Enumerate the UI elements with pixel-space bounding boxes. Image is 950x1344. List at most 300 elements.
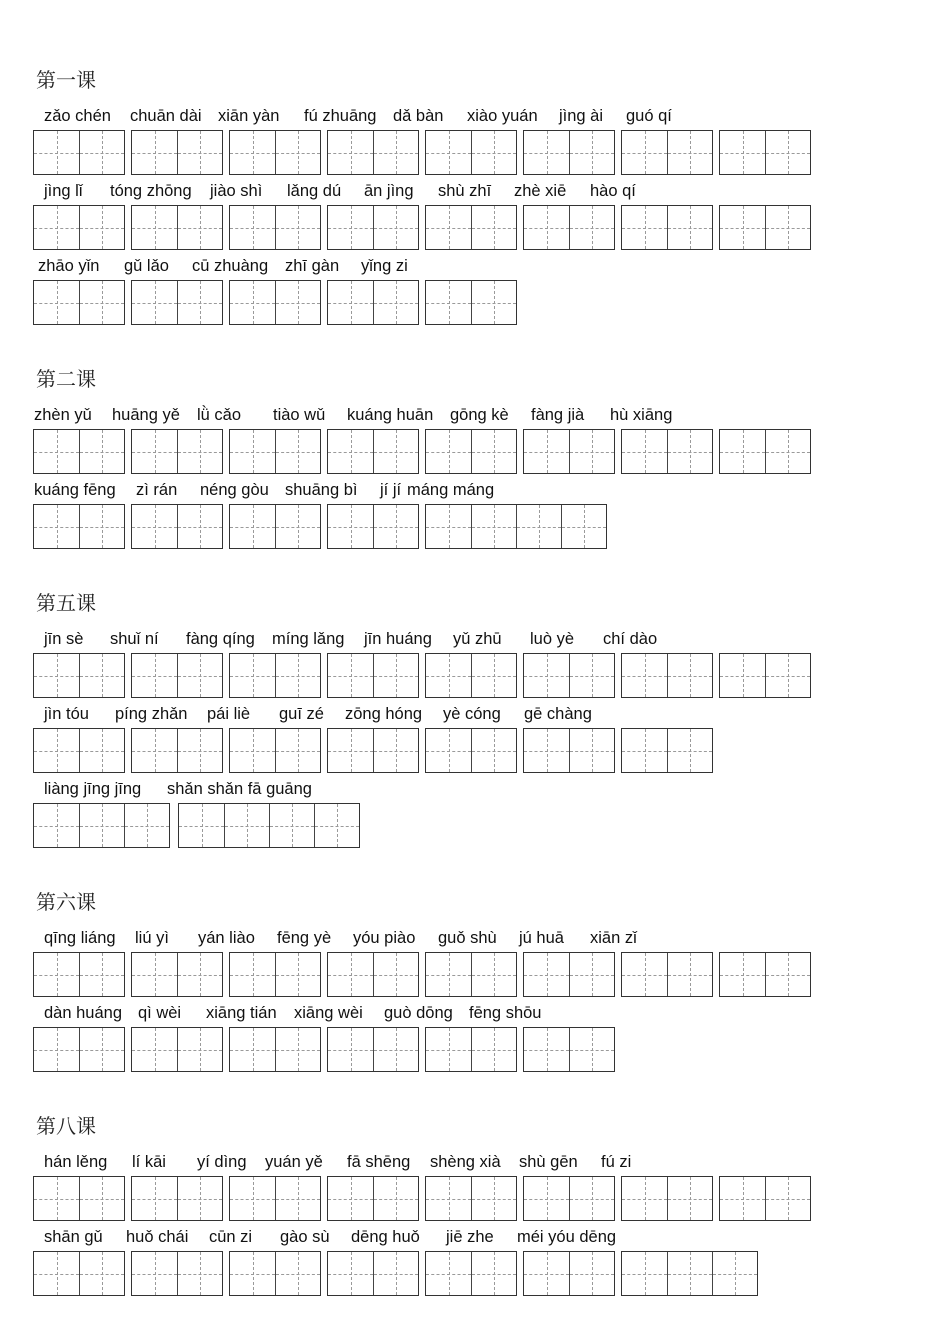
pinyin-label: jīn sè — [44, 630, 84, 648]
tianzige-cell — [230, 1028, 275, 1071]
tianzige-cell — [177, 1028, 222, 1071]
tianzige-cell — [34, 804, 79, 847]
pinyin-label: jí jí — [380, 481, 402, 499]
pinyin-writing-row — [0, 106, 950, 181]
tianzige-cell — [275, 505, 320, 548]
pinyin-label: yǔ zhū — [453, 630, 502, 648]
lesson-title: 第五课 — [36, 591, 96, 615]
tianzige-cell — [622, 131, 667, 174]
tianzige-cell — [34, 505, 79, 548]
pinyin-label: shèng xià — [430, 1153, 501, 1171]
tianzige-cell — [471, 953, 516, 996]
tianzige-cell — [712, 1252, 757, 1295]
word-writing-box[interactable] — [719, 205, 811, 250]
tianzige-cell — [230, 654, 275, 697]
pinyin-label: máng máng — [407, 481, 495, 499]
pinyin-label: jiào shì — [210, 182, 263, 200]
word-writing-box[interactable] — [33, 205, 125, 250]
tianzige-cell — [177, 1252, 222, 1295]
pinyin-label: yí dìng — [197, 1153, 247, 1171]
tianzige-cell — [132, 1252, 177, 1295]
tianzige-cell — [230, 505, 275, 548]
word-writing-box[interactable] — [33, 1176, 125, 1221]
tianzige-cell — [373, 1177, 418, 1220]
tianzige-cell — [373, 281, 418, 324]
pinyin-label: gōng kè — [450, 406, 509, 424]
word-writing-box[interactable] — [327, 280, 419, 325]
tianzige-cell — [34, 1028, 79, 1071]
tianzige-cell — [720, 1177, 765, 1220]
word-writing-box[interactable] — [33, 1027, 125, 1072]
pinyin-label: xiāng wèi — [294, 1004, 363, 1022]
pinyin-label: chuān dài — [130, 107, 202, 125]
word-writing-box[interactable] — [523, 130, 615, 175]
tianzige-cell — [373, 654, 418, 697]
tianzige-cell — [132, 505, 177, 548]
tianzige-cell — [373, 430, 418, 473]
tianzige-cell — [667, 953, 712, 996]
pinyin-label: guī zé — [279, 705, 324, 723]
tianzige-cell — [569, 1028, 614, 1071]
tianzige-cell — [34, 206, 79, 249]
tianzige-cell — [373, 1028, 418, 1071]
pinyin-label: jìn tóu — [44, 705, 89, 723]
pinyin-label: xiāng tián — [206, 1004, 277, 1022]
tianzige-cell — [622, 953, 667, 996]
tianzige-cell — [275, 430, 320, 473]
word-writing-box[interactable] — [523, 205, 615, 250]
word-writing-box[interactable] — [131, 504, 223, 549]
tianzige-cell — [720, 131, 765, 174]
tianzige-cell — [765, 430, 810, 473]
pinyin-writing-row — [0, 181, 950, 256]
tianzige-cell — [275, 1177, 320, 1220]
pinyin-label: jú huā — [519, 929, 564, 947]
word-writing-box[interactable] — [523, 728, 615, 773]
lesson-title: 第八课 — [36, 1114, 96, 1138]
tianzige-cell — [34, 281, 79, 324]
word-writing-box[interactable] — [327, 130, 419, 175]
lesson-title: 第二课 — [36, 367, 96, 391]
tianzige-cell — [765, 206, 810, 249]
tianzige-cell — [328, 729, 373, 772]
pinyin-writing-row — [0, 779, 950, 854]
word-writing-box[interactable] — [327, 504, 419, 549]
tianzige-cell — [79, 1177, 124, 1220]
pinyin-label: shuǐ ní — [110, 630, 159, 648]
word-writing-box[interactable] — [131, 728, 223, 773]
tianzige-cell — [275, 1252, 320, 1295]
word-writing-box[interactable] — [621, 1251, 758, 1296]
word-writing-box[interactable] — [229, 429, 321, 474]
tianzige-cell — [471, 430, 516, 473]
word-writing-box[interactable] — [719, 952, 811, 997]
word-writing-box[interactable] — [523, 1027, 615, 1072]
tianzige-cell — [34, 1177, 79, 1220]
tianzige-cell — [720, 953, 765, 996]
word-writing-box[interactable] — [621, 952, 713, 997]
word-writing-box[interactable] — [621, 205, 713, 250]
tianzige-cell — [373, 131, 418, 174]
tianzige-cell — [426, 1252, 471, 1295]
pinyin-label: néng gòu — [200, 481, 269, 499]
pinyin-label: dàn huáng — [44, 1004, 122, 1022]
tianzige-cell — [426, 729, 471, 772]
word-writing-box[interactable] — [131, 429, 223, 474]
word-writing-box[interactable] — [33, 429, 125, 474]
tianzige-cell — [132, 131, 177, 174]
word-writing-box[interactable] — [229, 130, 321, 175]
tianzige-cell — [34, 1252, 79, 1295]
tianzige-cell — [426, 654, 471, 697]
pinyin-label: kuáng huān — [347, 406, 434, 424]
pinyin-label: méi yóu dēng — [517, 1228, 617, 1246]
pinyin-label: shuāng bì — [285, 481, 358, 499]
tianzige-cell — [34, 953, 79, 996]
tianzige-cell — [471, 1252, 516, 1295]
pinyin-label: hù xiāng — [610, 406, 673, 424]
tianzige-cell — [132, 206, 177, 249]
word-writing-box[interactable] — [425, 952, 517, 997]
word-writing-box[interactable] — [523, 429, 615, 474]
word-writing-box[interactable] — [425, 1251, 517, 1296]
tianzige-cell — [275, 654, 320, 697]
word-writing-box[interactable] — [621, 1176, 713, 1221]
pinyin-label: cūn zi — [209, 1228, 253, 1246]
tianzige-cell — [569, 1252, 614, 1295]
word-writing-box[interactable] — [229, 1251, 321, 1296]
tianzige-cell — [328, 1252, 373, 1295]
tianzige-cell — [230, 953, 275, 996]
tianzige-cell — [471, 206, 516, 249]
pinyin-writing-row — [0, 256, 950, 331]
tianzige-cell — [79, 505, 124, 548]
tianzige-cell — [667, 1252, 712, 1295]
pinyin-label: lí kāi — [132, 1153, 166, 1171]
pinyin-label: fàng qíng — [186, 630, 255, 648]
pinyin-label: zhī gàn — [285, 257, 340, 275]
tianzige-cell — [79, 953, 124, 996]
word-writing-box[interactable] — [425, 1176, 517, 1221]
pinyin-label: jìng lǐ — [44, 182, 83, 200]
word-writing-box[interactable] — [425, 280, 517, 325]
word-writing-box[interactable] — [131, 280, 223, 325]
tianzige-cell — [275, 1028, 320, 1071]
pinyin-label: huāng yě — [112, 406, 180, 424]
word-writing-box[interactable] — [327, 1176, 419, 1221]
tianzige-cell — [426, 953, 471, 996]
word-writing-box[interactable] — [131, 130, 223, 175]
tianzige-cell — [328, 281, 373, 324]
word-writing-box[interactable] — [33, 952, 125, 997]
word-writing-box[interactable] — [523, 1251, 615, 1296]
word-writing-box[interactable] — [719, 653, 811, 698]
tianzige-cell — [426, 1028, 471, 1071]
tianzige-cell — [275, 131, 320, 174]
pinyin-writing-row — [0, 405, 950, 480]
word-writing-box[interactable] — [131, 952, 223, 997]
lesson-title: 第六课 — [36, 890, 96, 914]
word-writing-box[interactable] — [229, 1027, 321, 1072]
lesson-title: 第一课 — [36, 68, 96, 92]
tianzige-cell — [471, 281, 516, 324]
tianzige-cell — [132, 1177, 177, 1220]
tianzige-cell — [314, 804, 359, 847]
tianzige-cell — [471, 654, 516, 697]
word-writing-box[interactable] — [33, 1251, 125, 1296]
pinyin-label: gào sù — [280, 1228, 330, 1246]
tianzige-cell — [132, 654, 177, 697]
pinyin-writing-row — [0, 629, 950, 704]
word-writing-box[interactable] — [327, 728, 419, 773]
tianzige-cell — [667, 131, 712, 174]
tianzige-cell — [275, 281, 320, 324]
pinyin-label: shù gēn — [519, 1153, 578, 1171]
tianzige-cell — [765, 654, 810, 697]
tianzige-cell — [373, 953, 418, 996]
pinyin-label: lǜ cǎo — [197, 406, 242, 424]
word-writing-box[interactable] — [327, 952, 419, 997]
word-writing-box[interactable] — [131, 1251, 223, 1296]
word-writing-box[interactable] — [131, 653, 223, 698]
word-writing-box[interactable] — [425, 728, 517, 773]
tianzige-cell — [667, 206, 712, 249]
word-writing-box[interactable] — [229, 205, 321, 250]
tianzige-cell — [132, 953, 177, 996]
tianzige-cell — [720, 430, 765, 473]
tianzige-cell — [177, 430, 222, 473]
tianzige-cell — [667, 430, 712, 473]
word-writing-box[interactable] — [131, 205, 223, 250]
tianzige-cell — [373, 729, 418, 772]
word-writing-box[interactable] — [33, 803, 170, 848]
tianzige-cell — [34, 131, 79, 174]
tianzige-cell — [524, 953, 569, 996]
pinyin-label: tóng zhōng — [110, 182, 192, 200]
word-writing-box[interactable] — [425, 653, 517, 698]
pinyin-label: fàng jià — [531, 406, 585, 424]
tianzige-cell — [328, 1177, 373, 1220]
tianzige-cell — [622, 1252, 667, 1295]
word-writing-box[interactable] — [425, 205, 517, 250]
word-writing-box[interactable] — [523, 1176, 615, 1221]
word-writing-box[interactable] — [229, 280, 321, 325]
tianzige-cell — [177, 505, 222, 548]
pinyin-label: liàng jīng jīng — [44, 780, 142, 798]
pinyin-label: míng lǎng — [272, 630, 345, 648]
tianzige-cell — [667, 729, 712, 772]
tianzige-cell — [328, 430, 373, 473]
tianzige-cell — [622, 654, 667, 697]
word-writing-box[interactable] — [229, 1176, 321, 1221]
pinyin-label: liú yì — [135, 929, 169, 947]
pinyin-label: jìng ài — [559, 107, 604, 125]
pinyin-label: zhèn yǔ — [34, 406, 92, 424]
word-writing-box[interactable] — [621, 653, 713, 698]
tianzige-cell — [230, 729, 275, 772]
word-writing-box[interactable] — [229, 728, 321, 773]
pinyin-label: xiào yuán — [467, 107, 538, 125]
tianzige-cell — [328, 654, 373, 697]
tianzige-cell — [569, 131, 614, 174]
pinyin-writing-row — [0, 480, 950, 555]
tianzige-cell — [569, 206, 614, 249]
pinyin-label: jīn huáng — [364, 630, 432, 648]
tianzige-cell — [524, 654, 569, 697]
word-writing-box[interactable] — [425, 1027, 517, 1072]
tianzige-cell — [426, 1177, 471, 1220]
pinyin-label: guǒ shù — [438, 929, 497, 947]
pinyin-writing-row — [0, 1003, 950, 1078]
tianzige-cell — [177, 206, 222, 249]
word-writing-box[interactable] — [327, 653, 419, 698]
word-writing-box[interactable] — [621, 130, 713, 175]
word-writing-box[interactable] — [33, 280, 125, 325]
tianzige-cell — [765, 1177, 810, 1220]
pinyin-label: dǎ bàn — [393, 107, 444, 125]
pinyin-label: lǎng dú — [287, 182, 342, 200]
tianzige-cell — [471, 131, 516, 174]
tianzige-cell — [569, 654, 614, 697]
word-writing-box[interactable] — [33, 653, 125, 698]
pinyin-label: yǐng zi — [361, 257, 408, 275]
pinyin-writing-row — [0, 1152, 950, 1227]
tianzige-cell — [79, 131, 124, 174]
tianzige-cell — [569, 953, 614, 996]
pinyin-label: shǎn shǎn fā guāng — [167, 780, 312, 798]
word-writing-box[interactable] — [719, 130, 811, 175]
word-writing-box[interactable] — [229, 504, 321, 549]
tianzige-cell — [720, 654, 765, 697]
pinyin-label: fú zi — [601, 1153, 632, 1171]
pinyin-label: cū zhuàng — [192, 257, 269, 275]
word-writing-box[interactable] — [425, 130, 517, 175]
tianzige-cell — [328, 953, 373, 996]
pinyin-label: xiān zǐ — [590, 929, 637, 947]
word-writing-box[interactable] — [33, 130, 125, 175]
pinyin-writing-row — [0, 928, 950, 1003]
tianzige-cell — [667, 1177, 712, 1220]
pinyin-label: huǒ chái — [126, 1228, 189, 1246]
tianzige-cell — [524, 206, 569, 249]
tianzige-cell — [79, 281, 124, 324]
tianzige-cell — [230, 206, 275, 249]
pinyin-label: fā shēng — [347, 1153, 411, 1171]
tianzige-cell — [132, 430, 177, 473]
tianzige-cell — [561, 505, 606, 548]
word-writing-box[interactable] — [229, 653, 321, 698]
word-writing-box[interactable] — [621, 429, 713, 474]
tianzige-cell — [224, 804, 269, 847]
pinyin-label: hào qí — [590, 182, 636, 200]
pinyin-label: fēng yè — [277, 929, 332, 947]
tianzige-cell — [230, 281, 275, 324]
word-writing-box[interactable] — [425, 504, 607, 549]
tianzige-cell — [79, 1252, 124, 1295]
pinyin-label: gǔ lǎo — [124, 257, 169, 275]
tianzige-cell — [269, 804, 314, 847]
word-writing-box[interactable] — [178, 803, 360, 848]
word-writing-box[interactable] — [229, 952, 321, 997]
word-writing-box[interactable] — [131, 1027, 223, 1072]
tianzige-cell — [622, 430, 667, 473]
tianzige-cell — [471, 729, 516, 772]
tianzige-cell — [373, 1252, 418, 1295]
word-writing-box[interactable] — [33, 504, 125, 549]
tianzige-cell — [328, 131, 373, 174]
pinyin-writing-row — [0, 1227, 950, 1302]
tianzige-cell — [132, 281, 177, 324]
word-writing-box[interactable] — [523, 952, 615, 997]
pinyin-label: shān gǔ — [44, 1228, 103, 1246]
tianzige-cell — [177, 654, 222, 697]
pinyin-label: zhāo yǐn — [38, 257, 100, 275]
word-writing-box[interactable] — [621, 728, 713, 773]
tianzige-cell — [79, 206, 124, 249]
tianzige-cell — [426, 430, 471, 473]
pinyin-label: pái liè — [207, 705, 251, 723]
word-writing-box[interactable] — [327, 1251, 419, 1296]
word-writing-box[interactable] — [523, 653, 615, 698]
tianzige-cell — [426, 206, 471, 249]
tianzige-cell — [765, 131, 810, 174]
tianzige-cell — [524, 430, 569, 473]
word-writing-box[interactable] — [327, 205, 419, 250]
tianzige-cell — [230, 1252, 275, 1295]
pinyin-label: fēng shōu — [469, 1004, 542, 1022]
tianzige-cell — [177, 953, 222, 996]
pinyin-label: luò yè — [530, 630, 575, 648]
tianzige-cell — [524, 1177, 569, 1220]
pinyin-label: yóu piào — [353, 929, 416, 947]
word-writing-box[interactable] — [719, 429, 811, 474]
pinyin-label: ān jìng — [364, 182, 414, 200]
word-writing-box[interactable] — [327, 1027, 419, 1072]
tianzige-cell — [132, 729, 177, 772]
pinyin-label: shù zhī — [438, 182, 492, 200]
tianzige-cell — [373, 505, 418, 548]
pinyin-label: zōng hóng — [345, 705, 423, 723]
tianzige-cell — [471, 1028, 516, 1071]
tianzige-cell — [569, 430, 614, 473]
tianzige-cell — [524, 131, 569, 174]
tianzige-cell — [328, 505, 373, 548]
tianzige-cell — [177, 1177, 222, 1220]
word-writing-box[interactable] — [425, 429, 517, 474]
tianzige-cell — [275, 953, 320, 996]
tianzige-cell — [79, 654, 124, 697]
tianzige-cell — [275, 206, 320, 249]
tianzige-cell — [765, 953, 810, 996]
pinyin-label: guó qí — [626, 107, 672, 125]
pinyin-label: chí dào — [603, 630, 658, 648]
tianzige-cell — [177, 131, 222, 174]
tianzige-cell — [328, 206, 373, 249]
pinyin-label: hán lěng — [44, 1153, 108, 1171]
pinyin-label: zì rán — [136, 481, 178, 499]
pinyin-label: xiān yàn — [218, 107, 280, 125]
tianzige-cell — [79, 1028, 124, 1071]
tianzige-cell — [177, 729, 222, 772]
tianzige-cell — [471, 1177, 516, 1220]
word-writing-box[interactable] — [327, 429, 419, 474]
word-writing-box[interactable] — [33, 728, 125, 773]
tianzige-cell — [34, 430, 79, 473]
word-writing-box[interactable] — [719, 1176, 811, 1221]
tianzige-cell — [426, 505, 471, 548]
word-writing-box[interactable] — [131, 1176, 223, 1221]
pinyin-label: yuán yě — [265, 1153, 323, 1171]
